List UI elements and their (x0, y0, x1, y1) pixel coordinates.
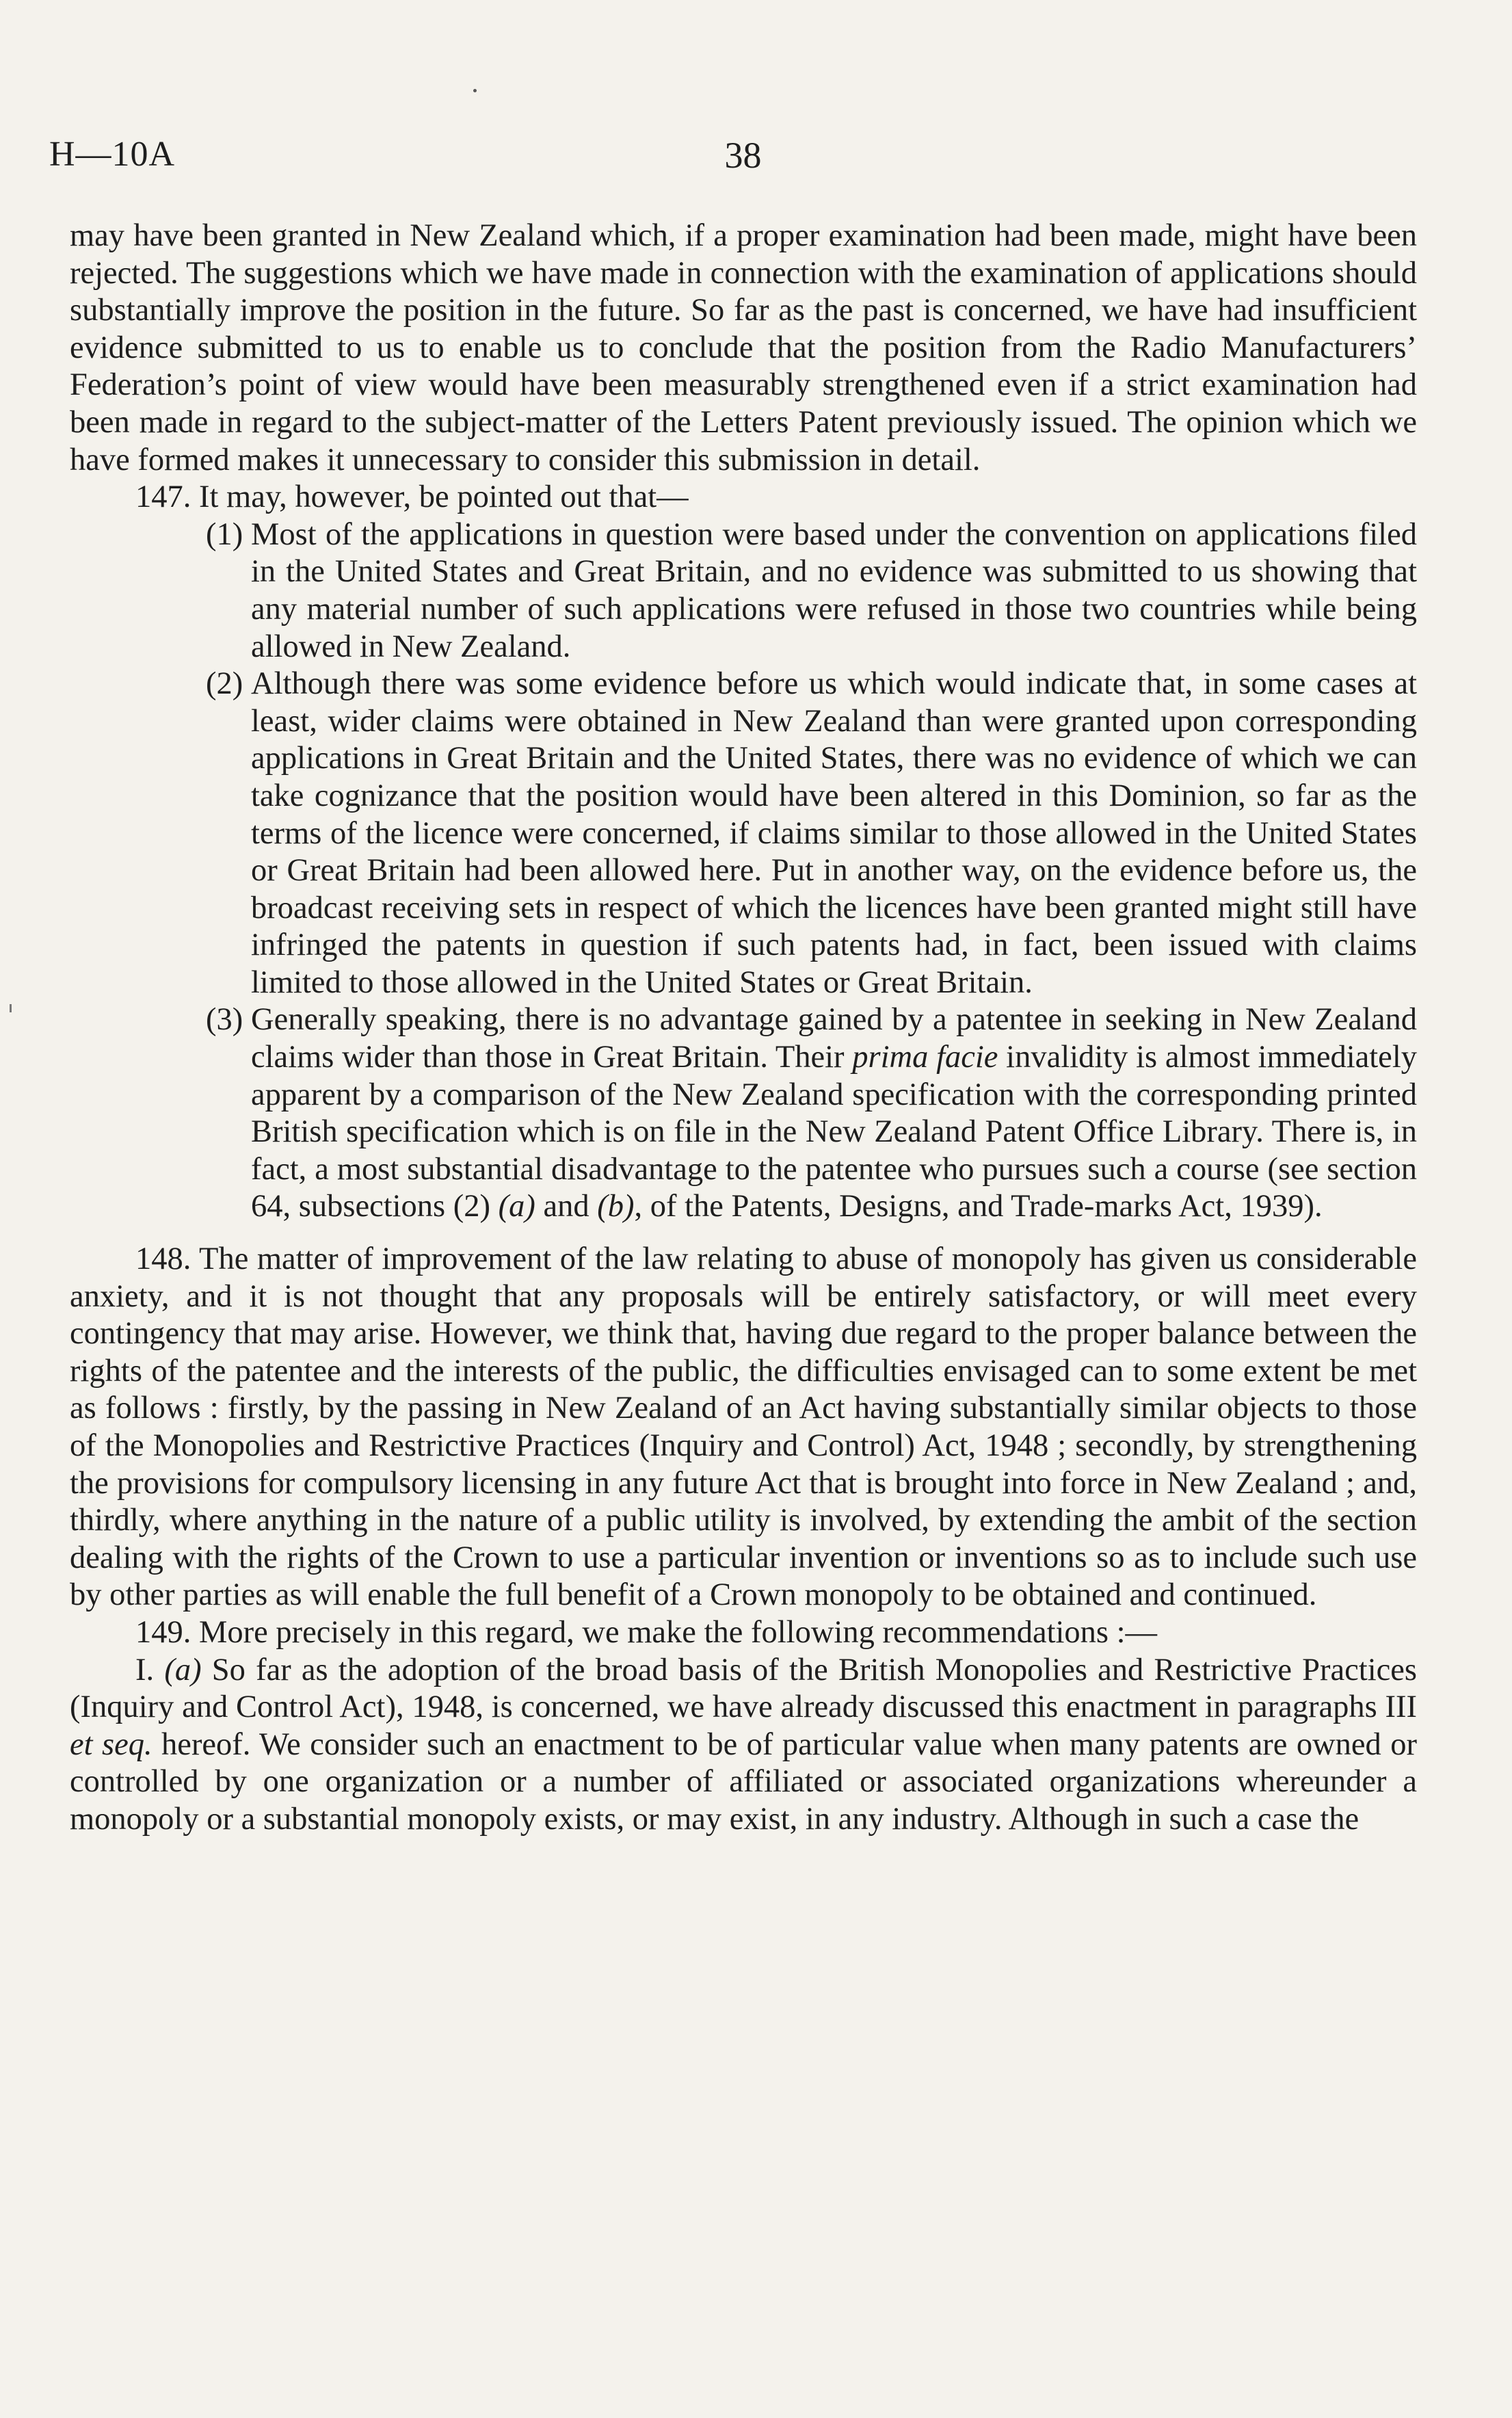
document-body (70, 218, 1417, 1839)
italic-text: (a) (498, 1189, 535, 1224)
list-item-number: (1) (206, 516, 243, 552)
list-item-text: Although there was some evidence before us which would indicate that, in some cases at least, wider claims were obtained in New Zealand than were granted upon corresponding applications in Great Britain and the United States, there was no evidence of which we can take cognizance that the position would have been altered in this Dominion, so far as the terms of the licence were concerned, if claims similar to those allowed in the United States or Great Britain had been allowed here. Put in another way, on the evidence before us, the broadcast receiving sets in respect of which the licences have been granted might still have infringed the patents in question if such patents had, in fact, been issued with claims limited to those allowed in the United States or Great Britain. (251, 666, 1417, 1000)
list-item-text: , of the Patents, Designs, and Trade-marks Act, 1939). (634, 1189, 1323, 1224)
document-reference: H—10A (49, 135, 176, 174)
italic-text: (b) (597, 1189, 635, 1224)
list-item-text: invalidity is almost immediately apparent by a comparison of the New Zealand specification with the corresponding printed British specification which is on file in the New Zealand Patent Office Library. There is, in fact, a most substantial disadvantage to the patentee who pursues such a course (see section 64, subsections (2) (251, 1040, 1417, 1224)
margin-mark (10, 1004, 12, 1012)
print-speck (473, 89, 477, 92)
recommendation-I (70, 1652, 1417, 1839)
page-number: 38 (724, 135, 762, 176)
list-item (70, 1001, 1417, 1226)
list-item-text: and (535, 1189, 598, 1224)
paragraph-148: 148. The matter of improvement of the law relating to abuse of monopoly has given us considerable anxiety, and it is not thought that any proposals will be entirely satisfactory, or will meet every contingency that may arise. However, we think that, having due regard to the proper balance between the rights of the patentee and the interests of the public, the difficulties envisaged can to some extent be met as follows : firstly, by the passing in New Zealand of an Act having substantially similar objects to those of the Monopolies and Restrictive Practices (Inquiry and Control) Act, 1948 ; secondly, by strengthening the provisions for compulsory licensing in any future Act that is brought into force in New Zealand ; and, thirdly, where anything in the nature of a public utility is involved, by extending the ambit of the section dealing with the rights of the Crown to use a particular invention or inventions so as to include such use by other parties as will enable the full benefit of a Crown monopoly to be obtained and continued. (70, 1241, 1417, 1613)
list-item (70, 516, 1417, 666)
recommendation-text: hereof. We consider such an enactment to be of particular value when many patents are owned or controlled by one organization or a number of affiliated or associated organizations whereunder a monopoly or a substantial monopoly exists, or may exist, in any industry. Although in such a case the (70, 1726, 1417, 1837)
list-item (70, 666, 1417, 1001)
paragraph-149: 149. More precisely in this regard, we make the following recommendations :— (135, 1614, 1158, 1650)
italic-text: et seq. (70, 1726, 152, 1762)
numbered-list (70, 516, 1417, 1226)
list-item-text: Most of the applications in question were based under the convention on applications filed in the United States and Great Britain, and no evidence was submitted to us showing that any material number of such applications were refused in those two countries while being allowed in New Zealand. (251, 516, 1417, 664)
italic-text: (a) (164, 1652, 202, 1687)
recommendation-text: I. (135, 1652, 165, 1687)
list-item-number: (2) (206, 666, 243, 702)
list-item-number: (3) (206, 1002, 243, 1038)
recommendation-text: So far as the adoption of the broad basis of the British Monopolies and Restrictive Practices (Inquiry and Control Act), 1948, is concerned, we have already discussed this enactment in paragraphs III (70, 1652, 1417, 1725)
page-header (49, 134, 1437, 189)
paragraph-continued: may have been granted in New Zealand which, if a proper examination had been made, might have been rejected. The suggestions which we have made in connection with the examination of applications should substantially improve the position in the future. So far as the past is concerned, we have had insufficient evidence submitted to us to enable us to conclude that the position from the Radio Manufacturers’ Federation’s point of view would have been measurably strengthened even if a strict examination had been made in regard to the subject-matter of the Letters Patent previously issued. The opinion which we have formed makes it unnecessary to consider this submission in detail. (70, 218, 1417, 477)
paragraph-147: 147. It may, however, be pointed out that— (135, 479, 689, 515)
list-item-text: Generally speaking, there is no advantage gained by a patentee in seeking in New Zealand claims wider than those in Great Britain. Their (251, 1002, 1417, 1075)
italic-text: prima facie (852, 1040, 998, 1075)
